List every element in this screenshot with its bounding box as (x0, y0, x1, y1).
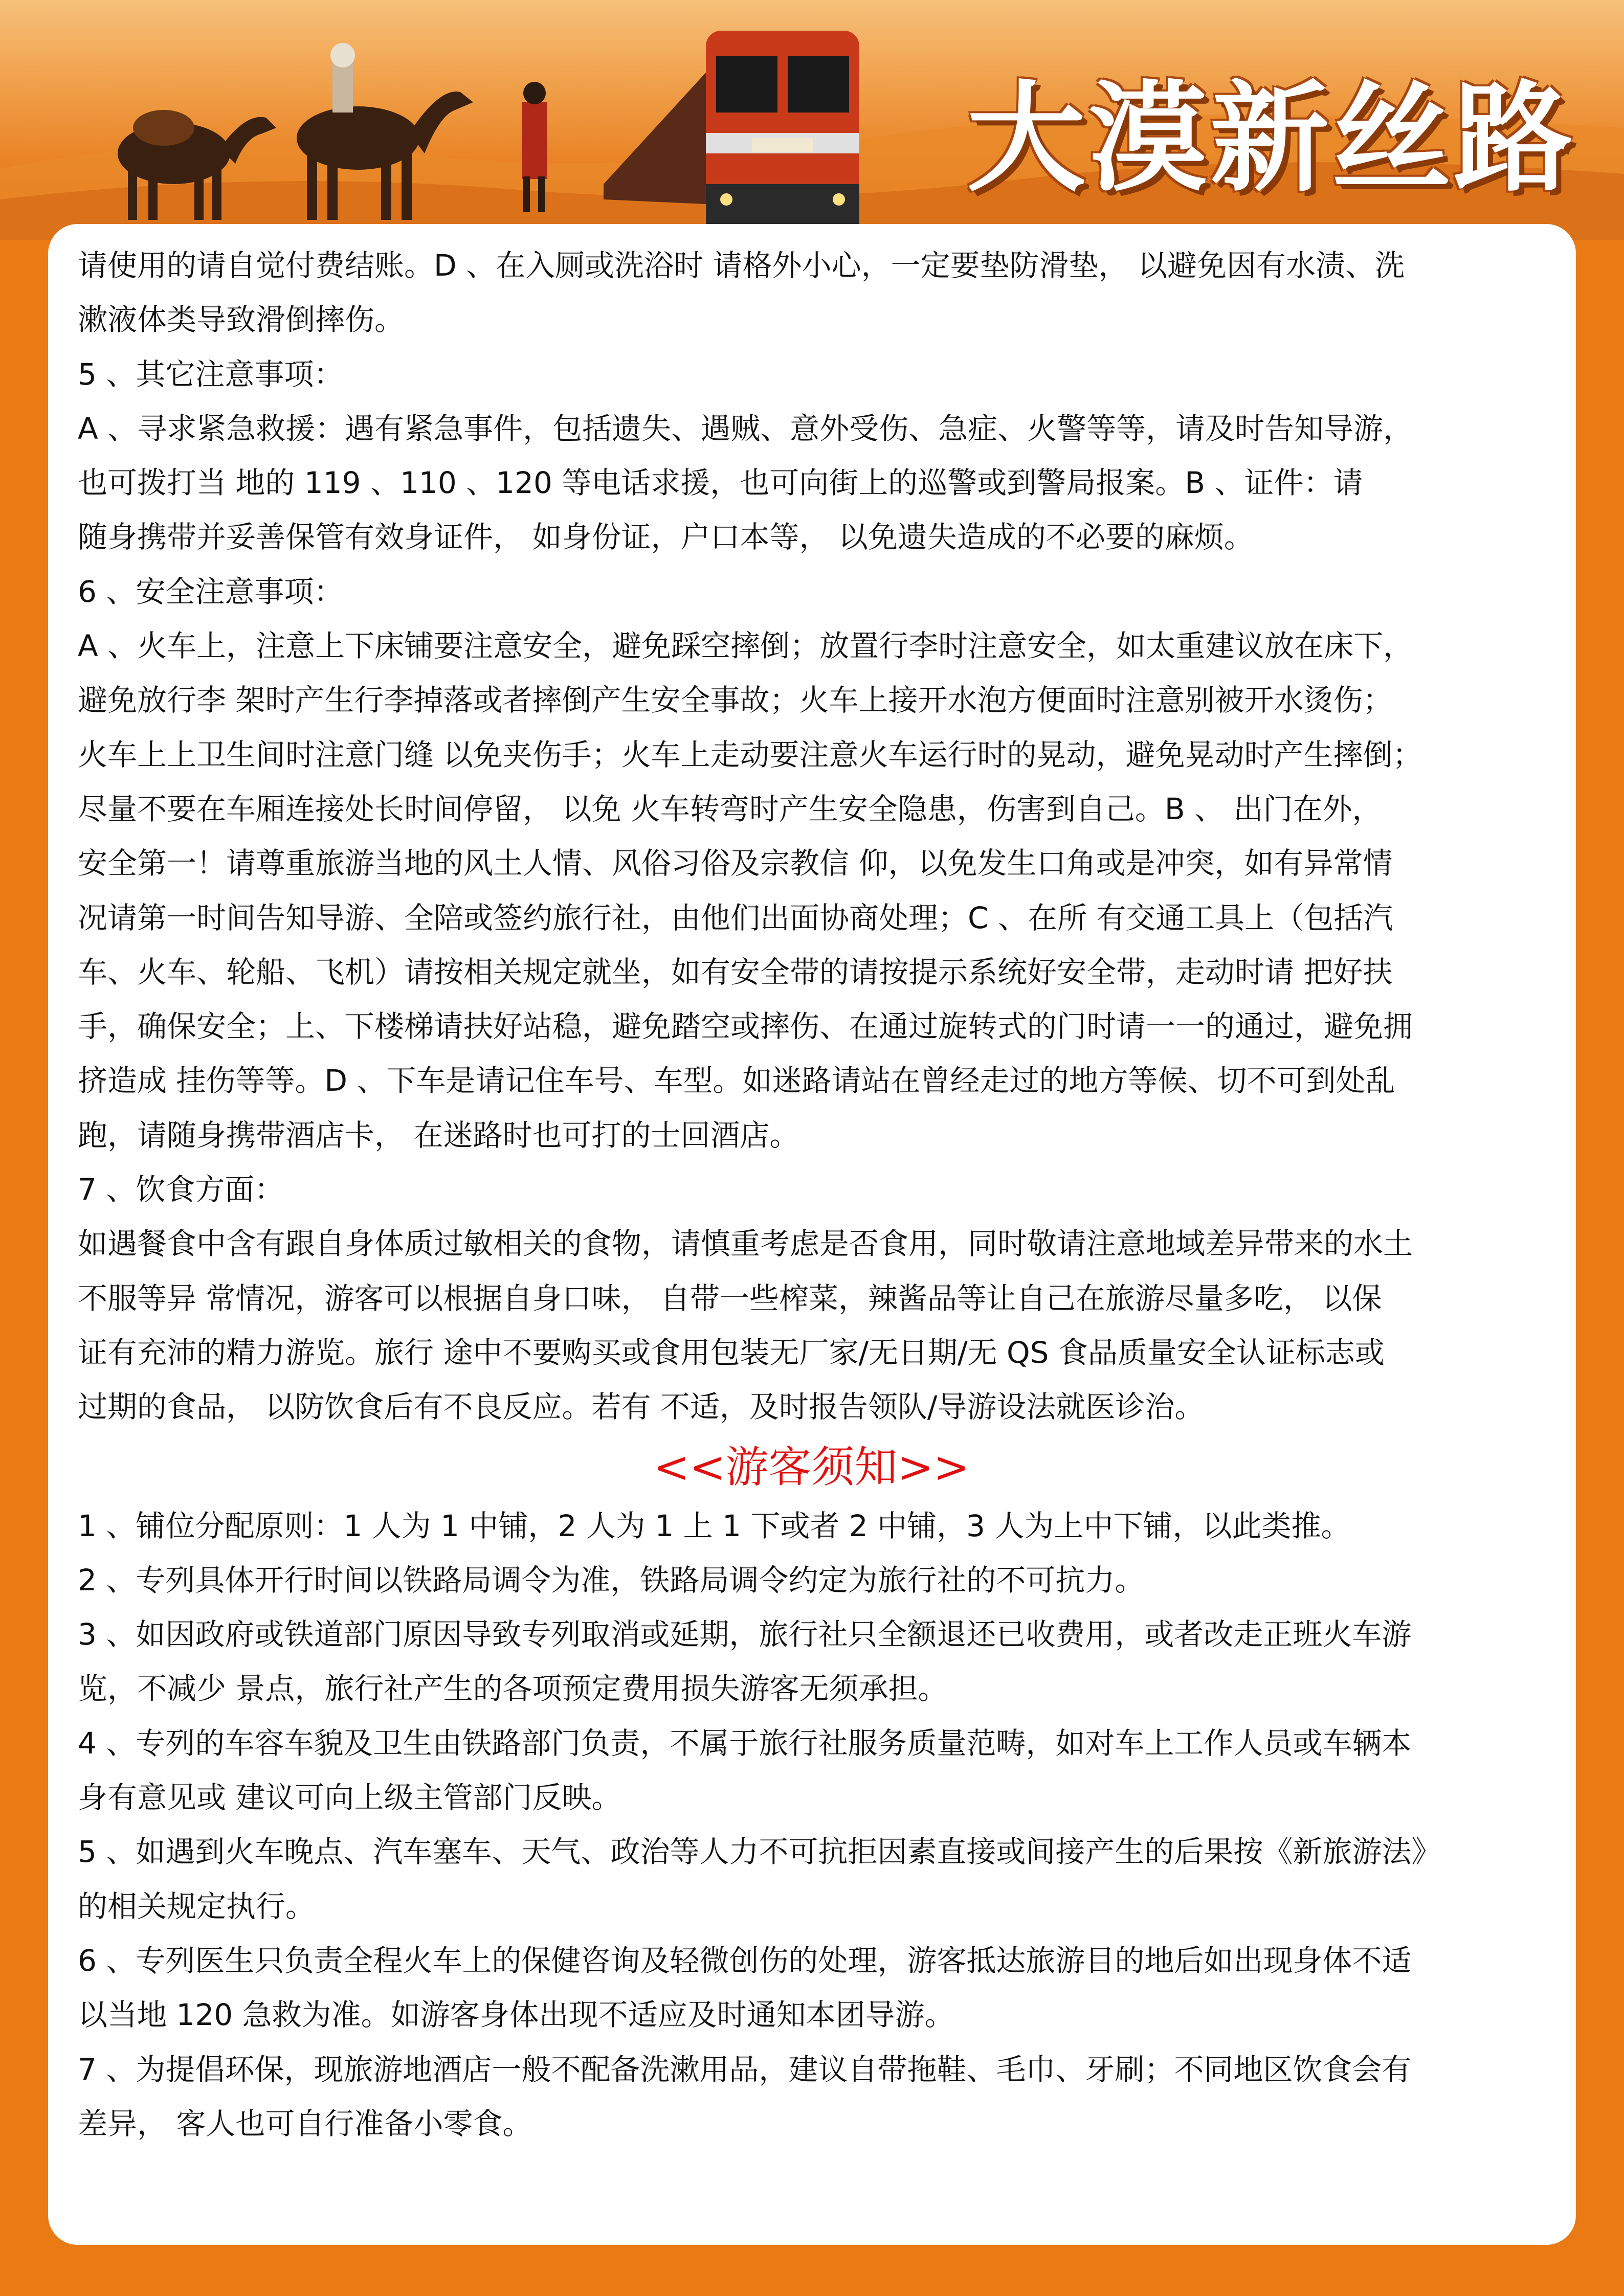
notice-line: 1 、铺位分配原则：1 人为 1 中铺，2 人为 1 上 1 下或者 2 中铺，3 人为上中下铺，以此类推。 (78, 1508, 1351, 1543)
text-line: 跑，请随身携带酒店卡， 在迷路时也可打的士回酒店。 (78, 1117, 799, 1153)
text-line: 6 、安全注意事项： (78, 574, 344, 609)
text-line: 过期的食品， 以防饮食后有不良反应。若有 不适，及时报告领队/导游设法就医诊治。 (78, 1389, 1205, 1425)
notice-line: 以当地 120 急救为准。如游客身体出现不适应及时通知本团导游。 (78, 1997, 954, 2033)
text-line: 尽量不要在车厢连接处长时间停留， 以免 火车转弯时产生安全隐患，伤害到自己。B 、 出门在外， (78, 791, 1382, 826)
train-plate-icon (752, 138, 813, 152)
notice-line: 身有意见或 建议可向上级主管部门反映。 (78, 1780, 621, 1815)
text-line: A 、寻求紧急救援：遇有紧急事件，包括遗失、遇贼、意外受伤、急症、火警等等，请及时告知导游， (78, 411, 1413, 446)
notice-line: 6 、专列医生只负责全程火车上的保健咨询及轻微创伤的处理，游客抵达旅游目的地后如出现身体不适 (78, 1943, 1412, 1978)
train-icon (604, 31, 859, 225)
notice-line: 3 、如因政府或铁道部门原因导致专列取消或延期，旅行社只全额退还已收费用，或者改走正班火车游 (78, 1617, 1412, 1652)
text-line: 手，确保安全；上、下楼梯请扶好站稳，避免踏空或摔伤、在通过旋转式的门时请一一的通过，避免拥 (78, 1009, 1413, 1044)
content-panel (48, 224, 1576, 2245)
text-line: A 、火车上，注意上下床铺要注意安全，避免踩空摔倒；放置行李时注意安全，如太重建议放在床下， (78, 628, 1413, 664)
text-line: 不服等异 常情况，游客可以根据自身口味， 自带一些榨菜，辣酱品等让自己在旅游尽量多吃， 以保 (78, 1280, 1382, 1316)
notice-line: 的相关规定执行。 (78, 1888, 316, 1924)
orange-frame-left (0, 215, 48, 2296)
text-line: 也可拨打当 地的 119 、110 、120 等电话求援，也可向街上的巡警或到警局报案。B 、证件：请 (78, 465, 1363, 501)
text-line: 火车上上卫生间时注意门缝 以免夹伤手；火车上走动要注意火车运行时的晃动，避免晃动时产生摔倒； (78, 737, 1422, 772)
text-line: 漱液体类导致滑倒摔伤。 (78, 302, 405, 337)
text-line: 车、火车、轮船、飞机）请按相关规定就坐，如有安全带的请按提示系统好安全带，走动时请 把好扶 (78, 954, 1393, 989)
text-line: 7 、饮食方面： (78, 1172, 284, 1207)
notice-line: 7 、为提倡环保，现旅游地酒店一般不配备洗漱用品，建议自带拖鞋、毛巾、牙刷；不同地区饮食会有 (78, 2052, 1412, 2087)
text-line: 证有充沛的精力游览。旅行 途中不要购买或食用包装无厂家/无日期/无 QS 食品质量安全认证标志或 (78, 1335, 1385, 1370)
notice-line: 4 、专列的车容车貌及卫生由铁路部门负责，不属于旅行社服务质量范畴，如对车上工作人员或车辆本 (78, 1725, 1412, 1761)
text-line: 况请第一时间告知导游、全陪或签约旅行社，由他们出面协商处理；C 、在所 有交通工具上（包括汽 (78, 900, 1393, 935)
text-line: 5 、其它注意事项： (78, 356, 344, 392)
notice-line: 5 、如遇到火车晚点、汽车塞车、天气、政治等人力不可抗拒因素直接或间接产生的后果按《新旅游法》 (78, 1834, 1441, 1870)
text-line: 安全第一！请尊重旅游当地的风土人情、风俗习俗及宗教信 仰，以免发生口角或是冲突，如有异常情 (78, 846, 1393, 881)
page-title: 大漠新丝路 (966, 70, 1575, 208)
notice-line: 差异， 客人也可自行准备小零食。 (78, 2106, 532, 2141)
text-line: 请使用的请自觉付费结账。D 、在入厕或洗浴时 请格外小心，一定要垫防滑垫， 以避免因有水渍、洗 (78, 248, 1405, 283)
orange-frame-right (1576, 215, 1624, 2296)
notice-line: 览，不减少 景点，旅行社产生的各项预定费用损失游客无须承担。 (78, 1671, 948, 1706)
text-line: 挤造成 挂伤等等。D 、下车是请记住车号、车型。如迷路请站在曾经走过的地方等候、切不可到处乱 (78, 1063, 1395, 1098)
text-line: 随身携带并妥善保管有效身证件， 如身份证，户口本等， 以免遗失造成的不必要的麻烦。 (78, 520, 1254, 555)
header-banner (0, 0, 1624, 240)
text-line: 如遇餐食中含有跟自身体质过敏相关的食物，请慎重考虑是否食用，同时敬请注意地域差异带来的水土 (78, 1226, 1413, 1262)
notice-line: 2 、专列具体开行时间以铁路局调令为准，铁路局调令约定为旅行社的不可抗力。 (78, 1562, 1145, 1597)
text-line: 避免放行李 架时产生行李掉落或者摔倒产生安全事故；火车上接开水泡方便面时注意别被开水烫伤； (78, 683, 1393, 718)
section-heading: <<游客须知>> (653, 1442, 970, 1492)
